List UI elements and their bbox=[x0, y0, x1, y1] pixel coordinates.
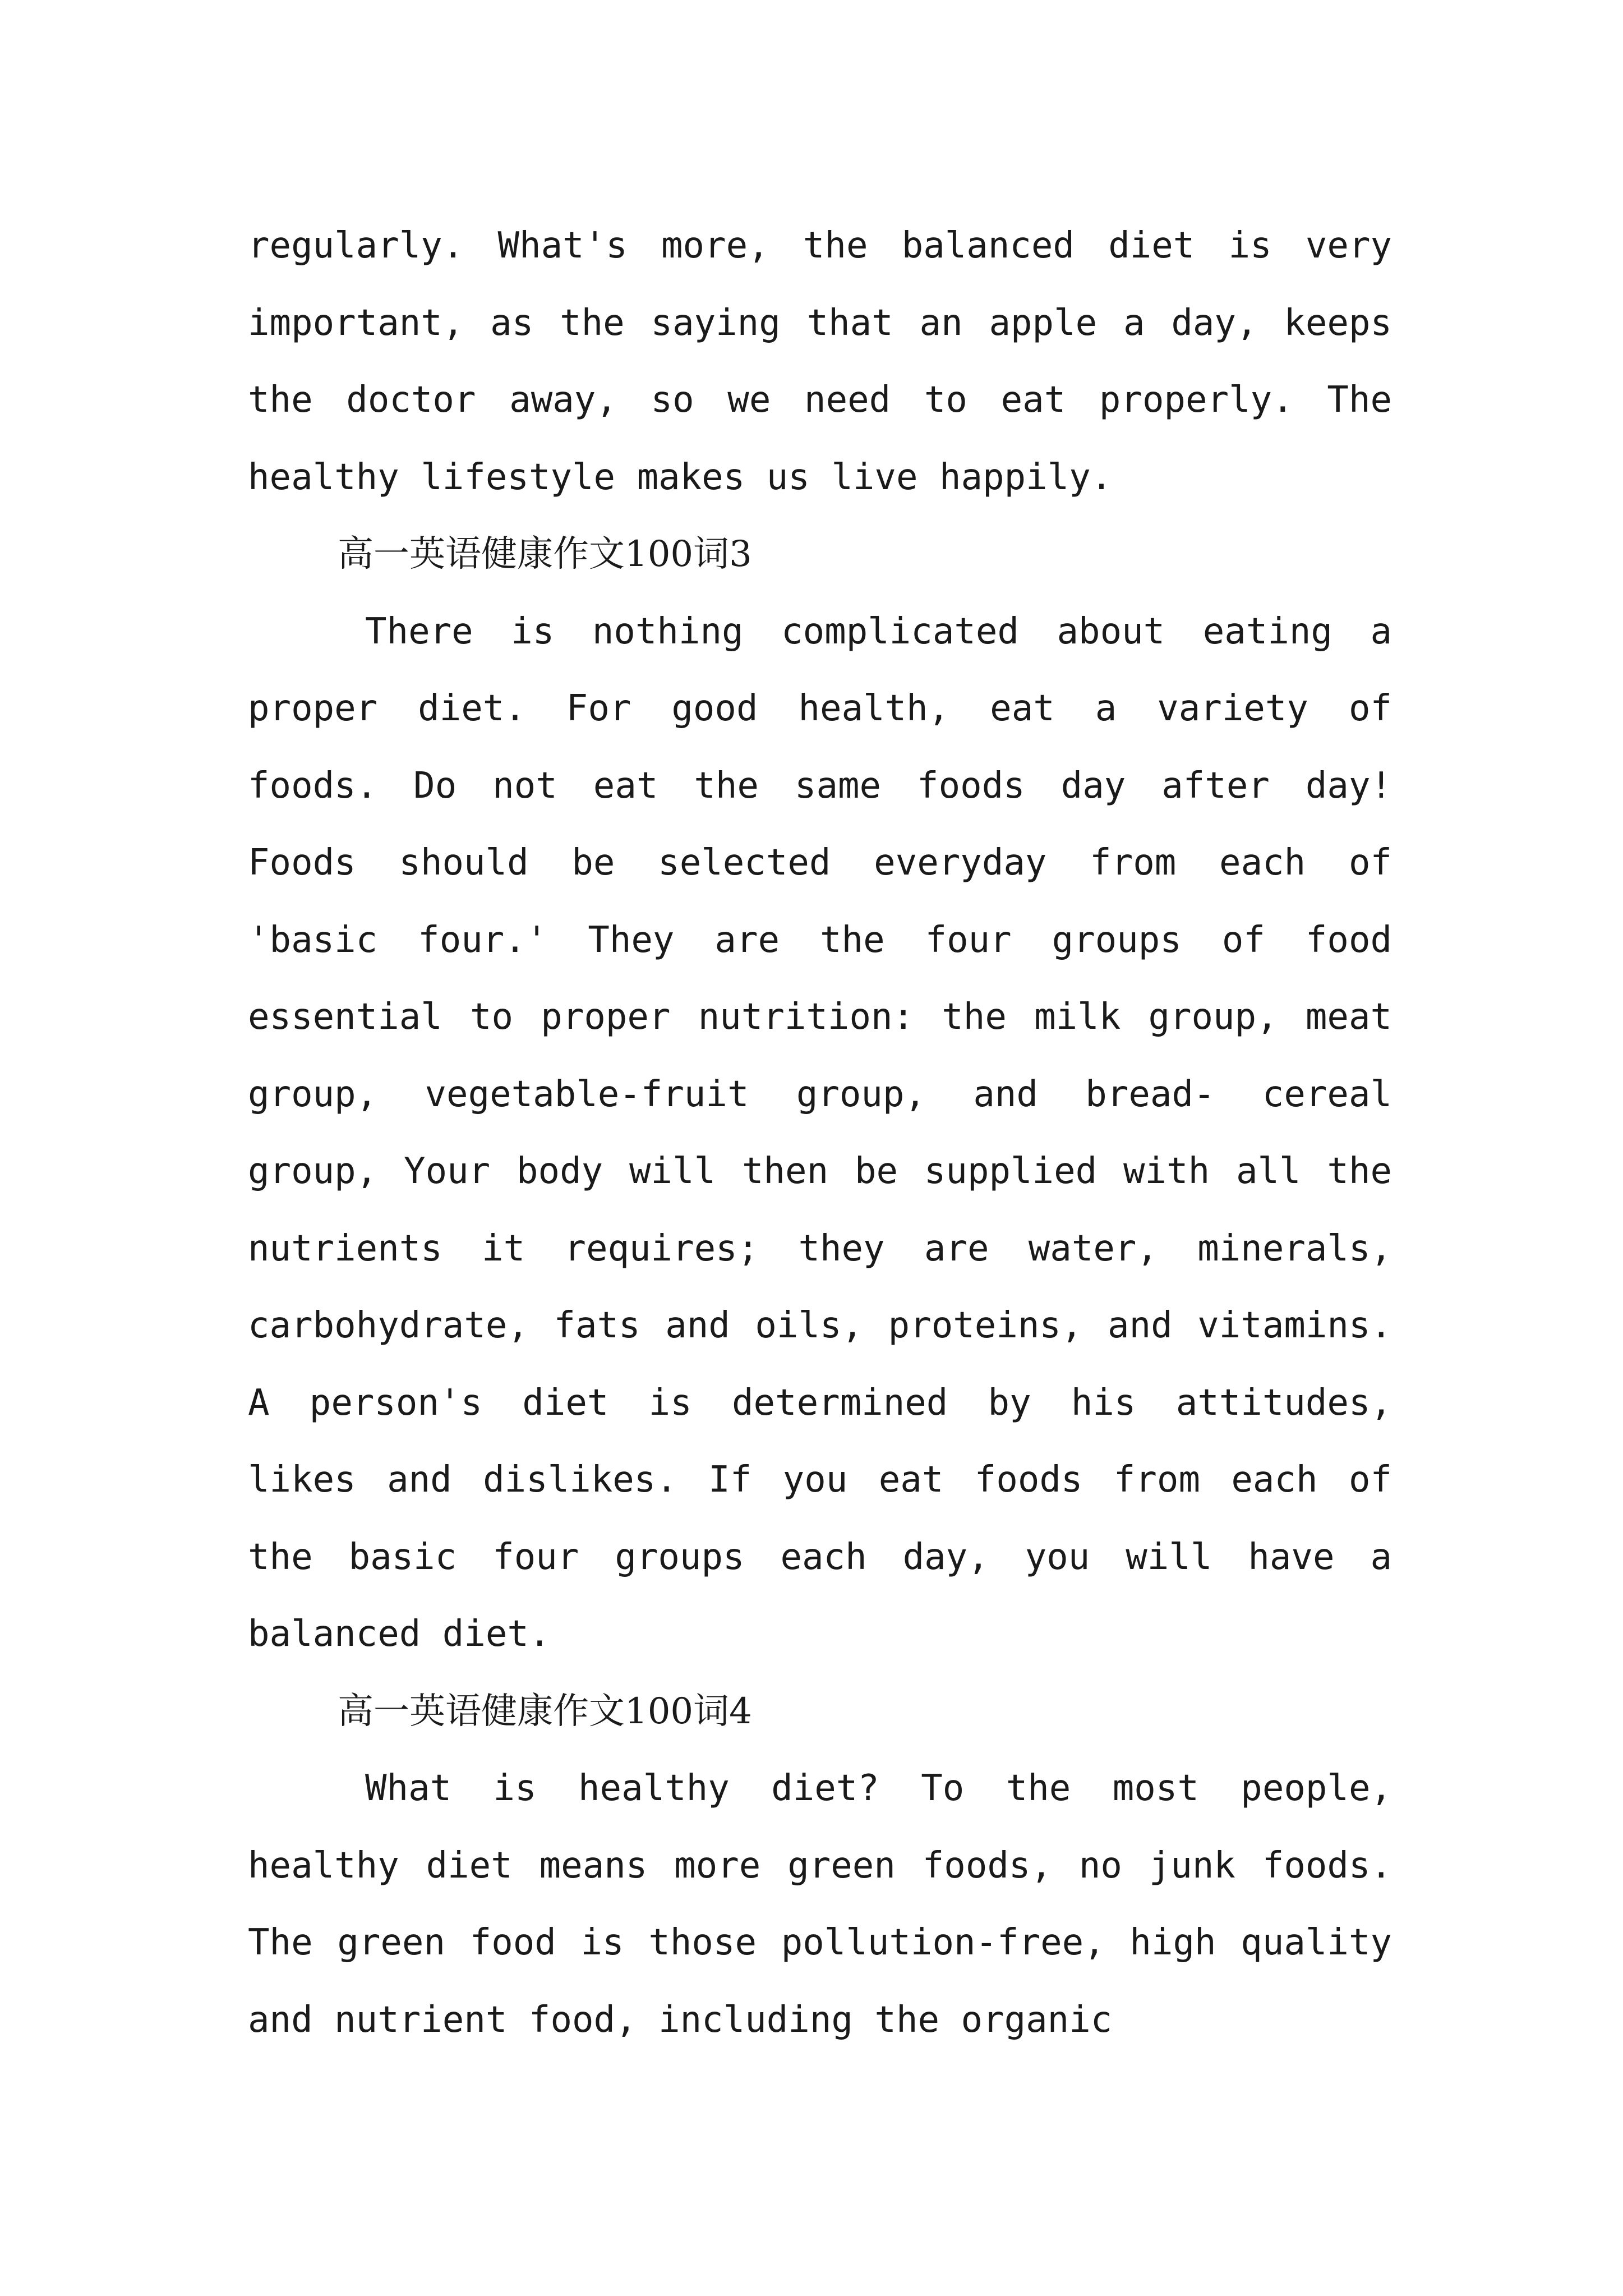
section-heading-3: 高一英语健康作文100词3 bbox=[338, 533, 752, 575]
paragraph-healthy-lifestyle: regularly. What's more, the balanced diet is very important, as the saying that an apple a day, keeps the doctor away, so we need to eat properly. The healthy lifestyle makes us live happily. bbox=[248, 225, 1392, 498]
document-page bbox=[248, 208, 1392, 2059]
section-heading-4: 高一英语健康作文100词4 bbox=[338, 1690, 752, 1732]
paragraph-proper-diet: There is nothing complicated about eating a proper diet. For good health, eat a variety of foods. Do not eat the same foods day after day! Foods should be selected everyday from each of 'basic four.' They are the four groups of food essential to proper nutrition: the milk group, meat group, vegetable-fruit group, and bread- cereal group, Your body will then be supplied with all the nutrients it requires; they are water, minerals, carbohydrate, fats and oils, proteins, and vitamins. A person's diet is determined by his attitudes, likes and dislikes. If you eat foods from each of the basic four groups each day, you will have a balanced diet. bbox=[248, 610, 1392, 1655]
paragraph-healthy-diet: What is healthy diet? To the most people, healthy diet means more green foods, no junk foods. The green food is those pollution-free, high quality and nutrient food, including the organic bbox=[248, 1768, 1392, 2041]
